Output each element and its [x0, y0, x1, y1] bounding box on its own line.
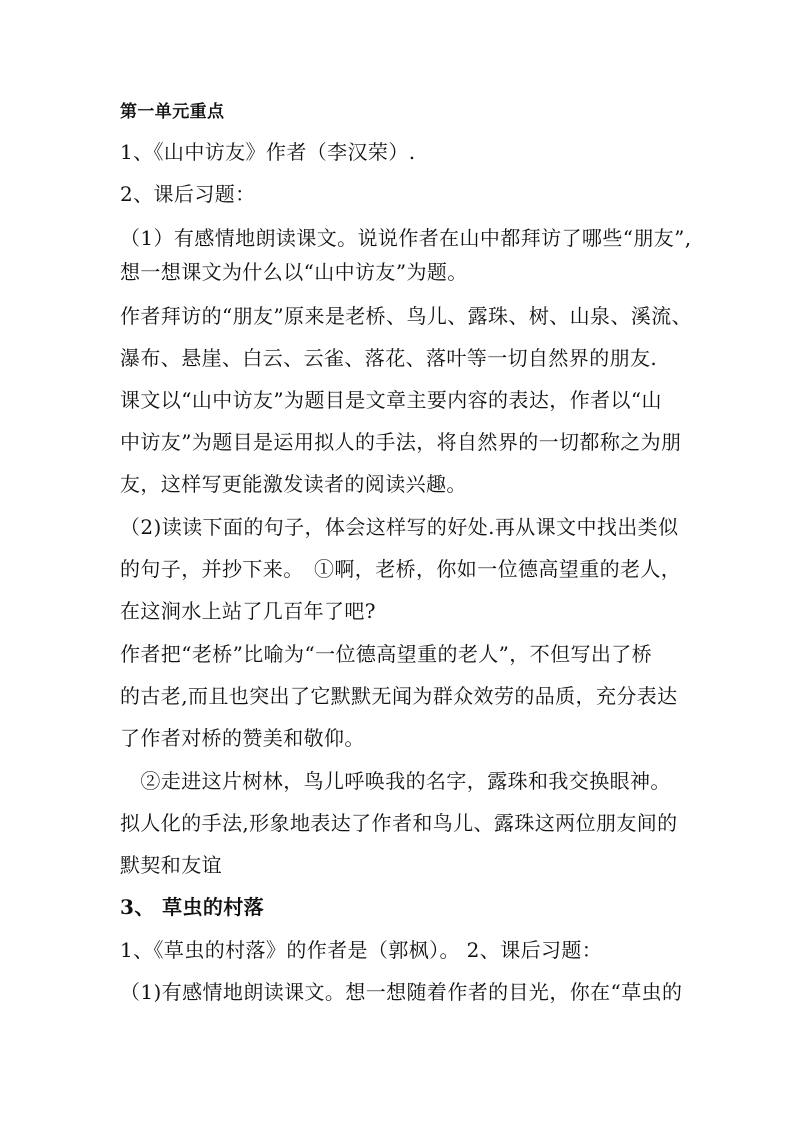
text-line: 作者把“老桥”比喻为“一位德高望重的老人”，不但写出了桥	[120, 642, 653, 666]
text-line: （2)读读下面的句子，体会这样写的好处.再从课文中找出类似	[120, 515, 679, 539]
text-line: 中访友”为题目是运用拟人的手法，将自然界的一切都称之为朋	[120, 430, 682, 454]
text-line: 想一想课文为什么以“山中访友”为题。	[120, 260, 468, 284]
text-line: 1、《山中访友》作者（李汉荣）.	[120, 140, 416, 164]
text-line: 默契和友谊	[120, 853, 222, 877]
section-heading: 3、 草虫的村落	[120, 895, 265, 919]
text-line: 的句子，并抄下来。 ①啊，老桥，你如一位德高望重的老人，	[120, 557, 682, 581]
text-line: ②走进这片树林，鸟儿呼唤我的名字，露珠和我交换眼神。	[120, 769, 671, 793]
text-line: 在这涧水上站了几百年了吧?	[120, 599, 376, 623]
unit-title: 第一单元重点	[120, 102, 225, 122]
text-line: 的古老,而且也突出了它默默无闻为群众效劳的品质，充分表达	[120, 684, 678, 708]
text-line: 瀑布、悬崖、白云、云雀、落花、落叶等一切自然界的朋友.	[120, 346, 658, 370]
text-line: 拟人化的手法,形象地表达了作者和鸟儿、露珠这两位朋友间的	[120, 811, 678, 835]
text-line: 课文以“山中访友”为题目是文章主要内容的表达，作者以“山	[120, 388, 662, 412]
text-line: 了作者对桥的赞美和敬仰。	[120, 726, 365, 750]
text-line: 2、课后习题：	[120, 182, 256, 206]
text-line: （1）有感情地朗读课文。说说作者在山中都拜访了哪些“朋友”,	[120, 226, 692, 250]
text-line: （1)有感情地朗读课文。想一想随着作者的目光，你在“草虫的	[120, 980, 683, 1004]
text-line: 友，这样写更能激发读者的阅读兴趣。	[120, 472, 467, 496]
text-line: 作者拜访的“朋友”原来是老桥、鸟儿、露珠、树、山泉、溪流、	[120, 304, 693, 328]
text-line: 1、《草虫的村落》的作者是（郭枫）。 2、课后习题：	[120, 938, 603, 962]
